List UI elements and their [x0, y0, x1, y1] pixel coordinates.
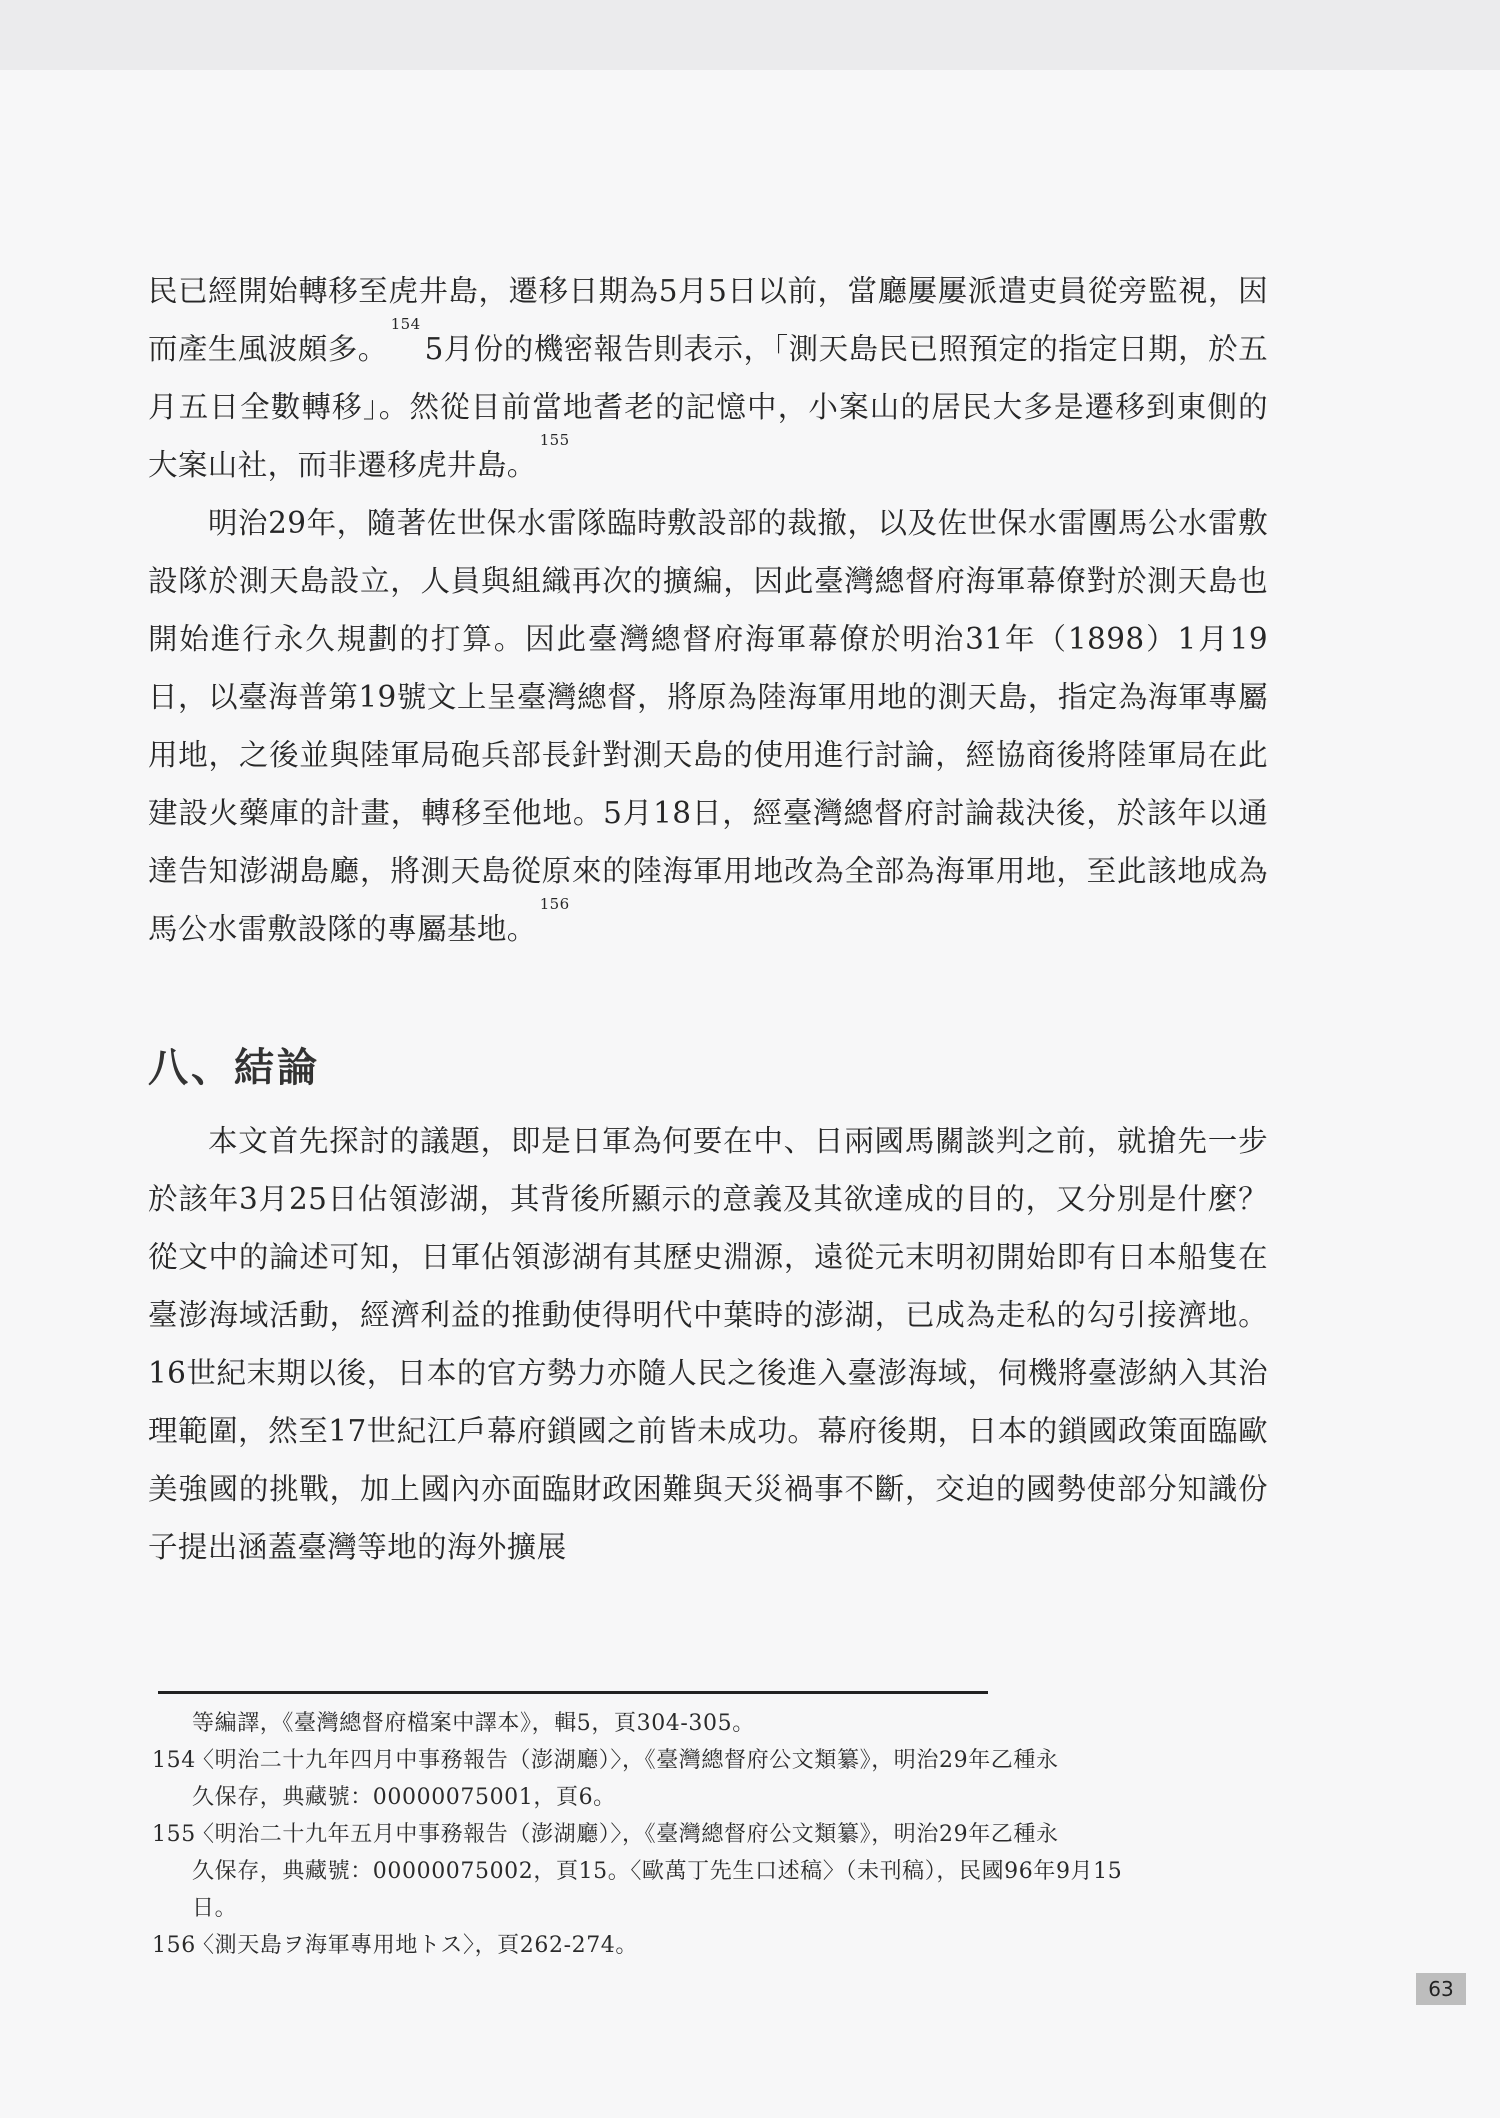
paragraph-text: 5月份的機密報告則表示，「測天島民已照預定的指定日期，於五月五日全數轉移」。然從目前當地耆老的記憶中，小案山的居民大多是遷移到東側的大案山社，而非遷移虎井島。	[148, 332, 1268, 482]
footnote-marker[interactable]: 154	[390, 315, 421, 333]
footnote-number: 156	[152, 1933, 196, 1958]
footnote-text: 〈測天島ヲ海軍專用地トス〉，頁262-274。	[192, 1933, 638, 1958]
footnote-number: 154	[152, 1748, 196, 1773]
paragraph-text: 明治29年，隨著佐世保水雷隊臨時敷設部的裁撤，以及佐世保水雷團馬公水雷敷設隊於測天島設立，人員與組織再次的擴編，因此臺灣總督府海軍幕僚對於測天島也開始進行永久規劃的打算。因此臺灣總督府海軍幕僚於明治31年（1898）1月19日，以臺海普第19號文上呈臺灣總督，將原為陸海軍用地的測天島，指定為海軍專屬用地，之後並與陸軍局砲兵部長針對測天島的使用進行討論，經協商後將陸軍局在此建設火藥庫的計畫，轉移至他地。5月18日，經臺灣總督府討論裁決後，於該年以通達告知澎湖島廳，將測天島從原來的陸海軍用地改為全部為海軍用地，至此該地成為馬公水雷敷設隊的專屬基地。	[148, 506, 1268, 946]
body-paragraph	[148, 494, 1268, 958]
footnote-divider	[158, 1691, 988, 1694]
conclusion-paragraph: 本文首先探討的議題，即是日軍為何要在中、日兩國馬關談判之前，就搶先一步於該年3月25日佔領澎湖，其背後所顯示的意義及其欲達成的目的，又分別是什麼？從文中的論述可知，日軍佔領澎湖有其歷史淵源，遠從元末明初開始即有日本船隻在臺澎海域活動，經濟利益的推動使得明代中葉時的澎湖，已成為走私的勾引接濟地。16世紀末期以後，日本的官方勢力亦隨人民之後進入臺澎海域，伺機將臺澎納入其治理範圍，然至17世紀江戶幕府鎖國之前皆未成功。幕府後期，日本的鎖國政策面臨歐美強國的挑戰，加上國內亦面臨財政困難與天災禍事不斷，交迫的國勢使部分知識份子提出涵蓋臺灣等地的海外擴展	[148, 1124, 1268, 1564]
footnote-line	[152, 1779, 1267, 1816]
body-paragraph	[148, 262, 1268, 494]
section-heading: 八、結論	[148, 1045, 320, 1091]
footnote-line	[152, 1927, 1267, 1964]
page-number: 63	[1416, 1973, 1466, 2005]
footnote-line	[152, 1705, 1267, 1742]
footnote-line	[152, 1816, 1267, 1853]
footnote-line	[152, 1853, 1267, 1890]
footnote-line	[152, 1742, 1267, 1779]
paragraph-text: 民已經開始轉移至虎井島，遷移日期為5月5日以前，當廳屢屢派遣吏員從旁監視，因而產生風波頗多。	[148, 274, 1268, 366]
footnote-marker[interactable]: 155	[539, 431, 570, 449]
footnotes	[152, 1705, 1267, 1964]
footnote-line	[152, 1890, 1267, 1927]
footnote-text: 久保存，典藏號：00000075001，頁6。	[192, 1785, 616, 1810]
footnote-text: 久保存，典藏號：00000075002，頁15。〈歐萬丁先生口述稿〉（未刊稿），民國96年9月15	[192, 1859, 1123, 1884]
page-body	[148, 262, 1268, 1576]
footnote-number: 155	[152, 1822, 196, 1847]
body-paragraphs	[148, 262, 1268, 958]
footnote-text: 日。	[192, 1896, 238, 1921]
footnote-text: 等編譯，《臺灣總督府檔案中譯本》，輯5，頁304-305。	[192, 1711, 755, 1736]
footnote-marker[interactable]: 156	[539, 895, 570, 913]
footnote-text: 〈明治二十九年四月中事務報告（澎湖廳）〉，《臺灣總督府公文類纂》，明治29年乙種永	[192, 1748, 1059, 1773]
scan-top-margin	[0, 0, 1500, 70]
footnote-text: 〈明治二十九年五月中事務報告（澎湖廳）〉，《臺灣總督府公文類纂》，明治29年乙種永	[192, 1822, 1059, 1847]
footnote-number	[152, 1705, 192, 1742]
